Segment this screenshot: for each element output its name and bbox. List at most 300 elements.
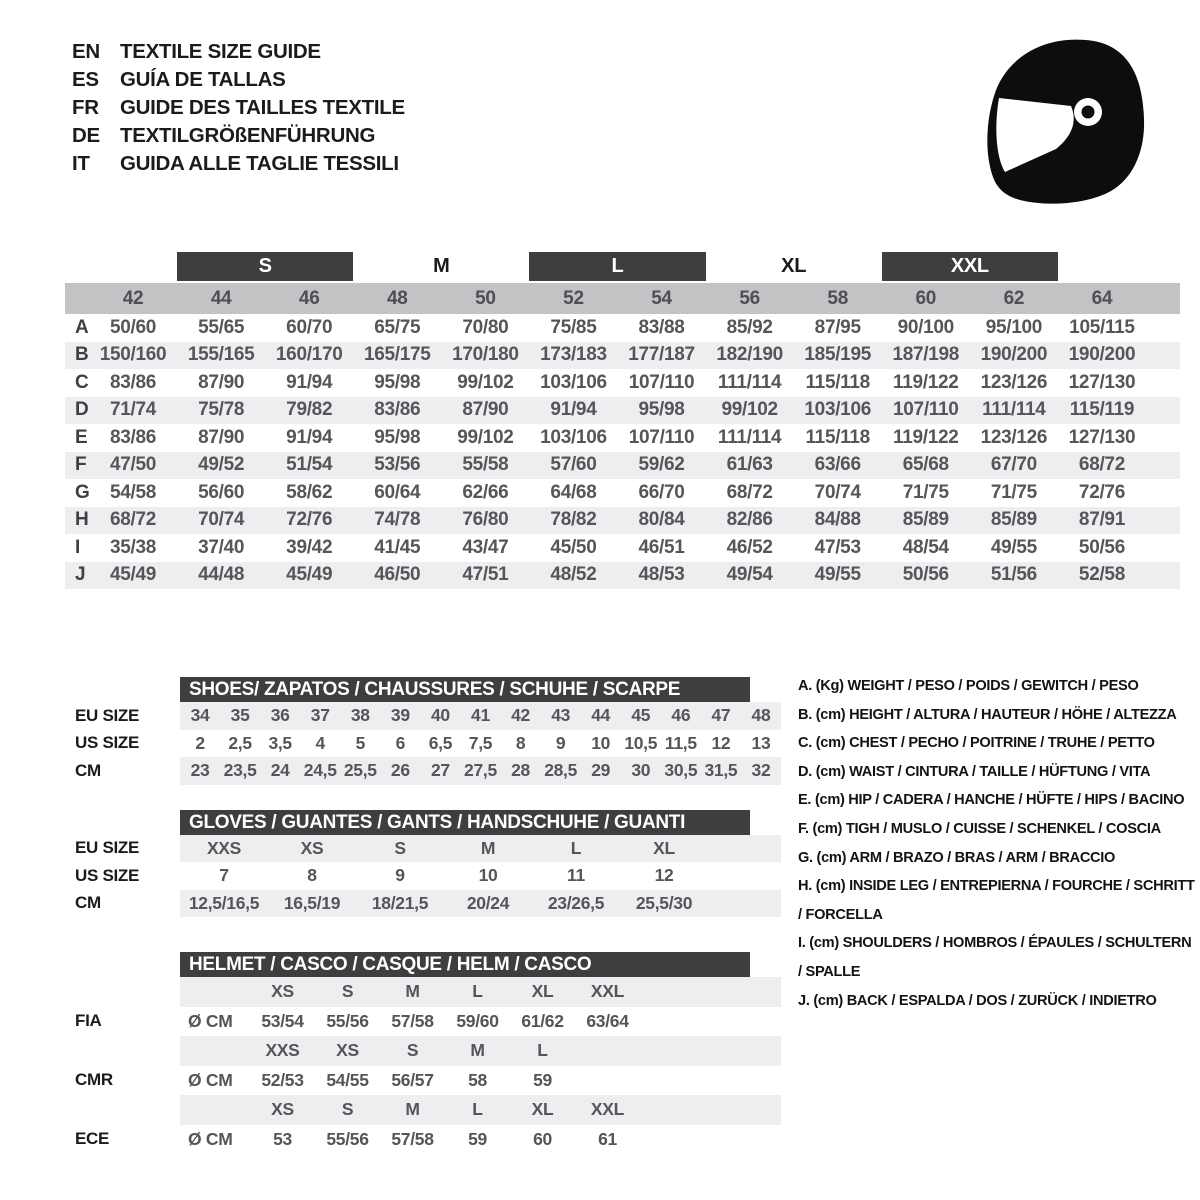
shoes-cm-values xyxy=(180,757,781,785)
gloves-cm-row xyxy=(75,890,785,918)
measurement-value: 68/72 xyxy=(110,509,157,531)
measurement-value: 95/98 xyxy=(638,399,685,421)
measurement-value: 46/50 xyxy=(374,564,421,586)
helmet-ece-sizes-row xyxy=(75,1095,785,1125)
diameter-unit: Ø CM xyxy=(188,1069,233,1090)
shoe-size-value: 38 xyxy=(350,705,370,726)
helmet-size-value: 63/64 xyxy=(586,1010,629,1031)
glove-size-value: 12 xyxy=(654,865,674,886)
shoe-size-value: 34 xyxy=(190,705,210,726)
helmet-size-label: L xyxy=(537,1040,548,1061)
shoe-size-value: 40 xyxy=(430,705,450,726)
measurement-value: 173/183 xyxy=(540,344,607,366)
shoe-size-value: 23,5 xyxy=(223,760,257,781)
measurement-value: 76/80 xyxy=(462,509,509,531)
helmet-size-label: XXL xyxy=(590,981,625,1002)
shoe-size-value: 28 xyxy=(511,760,530,781)
shoe-size-value: 43 xyxy=(551,705,571,726)
language-title-list xyxy=(72,38,405,178)
shoe-size-value: 27,5 xyxy=(464,760,497,781)
legend-item: H. (cm) INSIDE LEG / ENTREPIERNA / FOURCHE / SCHRITT / FORCELLA xyxy=(798,878,1195,923)
measurement-value: 68/72 xyxy=(1078,454,1125,476)
measurement-row-label: B xyxy=(75,344,89,366)
measurement-value: 47/53 xyxy=(814,536,861,558)
measurement-value: 56/60 xyxy=(198,481,245,503)
helmet-size-value: 58 xyxy=(468,1069,487,1090)
helmet-cmr-sizes xyxy=(180,1036,781,1066)
helmet-size-value: 53 xyxy=(273,1128,292,1149)
shoe-size-value: 42 xyxy=(511,705,530,726)
helmet-fia-values xyxy=(180,1007,781,1037)
measurement-value: 46/51 xyxy=(638,536,685,558)
measurement-row-label: I xyxy=(75,536,80,558)
measurement-value: 103/106 xyxy=(540,371,607,393)
glove-size-value: 25,5/30 xyxy=(635,892,693,913)
measurement-value: 127/130 xyxy=(1068,371,1136,393)
legend-item: I. (cm) SHOULDERS / HOMBROS / ÉPAULES / SCHULTERN / SPALLE xyxy=(798,935,1192,980)
measurement-value: 71/75 xyxy=(902,481,949,503)
measurement-value: 48/53 xyxy=(638,564,685,586)
measurement-value: 165/175 xyxy=(363,344,431,366)
measurement-value: 87/90 xyxy=(462,399,509,421)
measurement-value: 64/68 xyxy=(550,481,597,503)
measurement-value: 63/66 xyxy=(814,454,861,476)
measurement-value: 49/55 xyxy=(990,536,1037,558)
measurement-value: 74/78 xyxy=(374,509,421,531)
measurement-value: 70/74 xyxy=(814,481,861,503)
helmet-size-label: XXL xyxy=(590,1099,625,1120)
measurement-value: 107/110 xyxy=(893,399,959,421)
glove-size-value: XXS xyxy=(206,837,242,858)
measurement-value: 47/51 xyxy=(462,564,509,586)
measurement-value: 177/187 xyxy=(628,344,695,366)
measurement-row-label: A xyxy=(75,316,89,338)
measurement-row xyxy=(65,452,1180,480)
measurement-value: 41/45 xyxy=(374,536,421,558)
measurement-value: 187/198 xyxy=(892,344,960,366)
helmet-size-value: 59 xyxy=(468,1128,487,1149)
measurement-value: 71/74 xyxy=(110,399,157,421)
shoe-size-value: 7,5 xyxy=(468,732,493,753)
helmet-size-value: 56/57 xyxy=(391,1069,434,1090)
measurement-value: 85/92 xyxy=(726,316,773,338)
measurement-value: 84/88 xyxy=(814,509,861,531)
size-column-header: 52 xyxy=(563,287,584,309)
measurement-row xyxy=(65,562,1180,590)
shoe-size-value: 3,5 xyxy=(268,732,292,753)
shoe-size-value: 35 xyxy=(230,705,250,726)
glove-size-value: 16,5/19 xyxy=(283,892,341,913)
measurement-value: 37/40 xyxy=(198,536,245,558)
measurement-value: 107/110 xyxy=(628,371,695,393)
measurement-value: 44/48 xyxy=(198,564,245,586)
measurement-value: 50/60 xyxy=(110,316,157,338)
shoe-size-value: 23 xyxy=(190,760,210,781)
legend-item: A. (Kg) WEIGHT / PESO / POIDS / GEWITCH / PESO xyxy=(798,678,1139,694)
shoes-us-row xyxy=(75,730,785,758)
language-row xyxy=(72,38,405,66)
helmet-ece-sizes xyxy=(180,1095,781,1125)
shoe-size-value: 11,5 xyxy=(664,732,697,753)
shoe-size-value: 39 xyxy=(390,705,410,726)
measurement-value: 150/160 xyxy=(99,344,167,366)
glove-size-value: XS xyxy=(300,837,324,858)
shoe-size-value: 30,5 xyxy=(664,760,698,781)
measurement-value: 62/66 xyxy=(462,481,509,503)
legend-item: F. (cm) TIGH / MUSLO / CUISSE / SCHENKEL / COSCIA xyxy=(798,820,1161,837)
glove-size-value: L xyxy=(570,837,582,858)
language-guide-title: TEXTILGRÖßENFÜHRUNG xyxy=(120,124,376,147)
helmet-size-value: 59 xyxy=(533,1069,552,1090)
measurement-value: 90/100 xyxy=(897,316,954,338)
measurement-value: 65/75 xyxy=(374,316,421,338)
measurement-value: 185/195 xyxy=(804,344,871,366)
measurement-value: 82/86 xyxy=(726,509,773,531)
helmet-table xyxy=(75,952,785,1154)
measurement-value: 95/98 xyxy=(374,426,421,448)
helmet-size-value: 55/56 xyxy=(326,1128,369,1149)
accessory-size-tables xyxy=(75,677,785,1154)
helmet-cmr-values-row xyxy=(75,1066,785,1096)
shoe-size-value: 48 xyxy=(751,705,771,726)
shoe-size-value: 26 xyxy=(390,760,410,781)
size-group-header-row xyxy=(65,252,1180,281)
measurement-row-label: J xyxy=(75,564,86,586)
measurement-value: 111/114 xyxy=(717,371,782,393)
helmet-cmr-values xyxy=(180,1066,781,1096)
measurement-value: 103/106 xyxy=(804,399,871,421)
measurement-value: 87/90 xyxy=(198,426,245,448)
glove-size-value: 8 xyxy=(307,865,317,886)
measurement-value: 119/122 xyxy=(893,371,959,393)
measurement-value: 39/42 xyxy=(286,536,333,558)
gloves-eu-values xyxy=(180,835,781,863)
size-column-header: 64 xyxy=(1091,287,1113,309)
measurement-rows xyxy=(65,314,1180,589)
helmet-size-value: 53/54 xyxy=(261,1010,304,1031)
gloves-cm-values xyxy=(180,890,781,918)
measurement-value: 45/49 xyxy=(286,564,333,586)
measurement-value: 35/38 xyxy=(110,536,157,558)
diameter-unit: Ø CM xyxy=(188,1010,233,1031)
measurement-value: 72/76 xyxy=(286,509,333,531)
measurement-value: 91/94 xyxy=(286,426,333,448)
measurement-value: 99/102 xyxy=(457,426,514,448)
shoe-size-value: 28,5 xyxy=(544,760,578,781)
row-label: US SIZE xyxy=(75,865,140,885)
helmet-fia-sizes xyxy=(180,977,781,1007)
language-code: ES xyxy=(72,68,99,91)
helmet-ece-values-row xyxy=(75,1125,785,1155)
measurement-value: 55/58 xyxy=(462,454,509,476)
shoe-size-value: 30 xyxy=(631,760,651,781)
helmet-size-label: L xyxy=(472,1099,483,1120)
measurement-value: 182/190 xyxy=(716,344,783,366)
shoes-eu-values xyxy=(180,702,781,730)
shoes-table xyxy=(75,677,785,785)
helmet-size-label: S xyxy=(341,981,354,1002)
measurement-value: 48/52 xyxy=(550,564,597,586)
shoe-size-value: 41 xyxy=(471,705,490,726)
size-column-header: 58 xyxy=(827,287,848,309)
glove-size-value: 10 xyxy=(478,865,498,886)
shoe-size-value: 4 xyxy=(315,732,325,753)
shoe-size-value: 5 xyxy=(355,732,366,753)
measurement-value: 48/54 xyxy=(902,536,949,558)
helmet-size-value: 57/58 xyxy=(391,1010,434,1031)
helmet-size-value: 57/58 xyxy=(391,1128,434,1149)
helmet-size-label: XS xyxy=(271,981,294,1002)
row-label: EU SIZE xyxy=(75,705,140,725)
row-label: US SIZE xyxy=(75,733,140,753)
glove-size-value: 12,5/16,5 xyxy=(188,892,260,913)
measurement-value: 85/89 xyxy=(902,509,949,531)
glove-size-value: 9 xyxy=(395,865,405,886)
glove-size-value: 20/24 xyxy=(466,892,510,913)
size-column-header: 60 xyxy=(915,287,937,309)
measurement-value: 58/62 xyxy=(286,481,333,503)
measurement-value: 53/56 xyxy=(374,454,421,476)
measurement-value: 111/114 xyxy=(982,399,1046,421)
shoe-size-value: 29 xyxy=(591,760,611,781)
shoe-size-value: 8 xyxy=(515,732,526,753)
measurement-value: 107/110 xyxy=(628,426,695,448)
measurement-row xyxy=(65,342,1180,370)
measurement-value: 115/118 xyxy=(805,371,870,393)
measurement-value: 155/165 xyxy=(187,344,255,366)
language-code: IT xyxy=(72,152,90,175)
shoes-eu-row xyxy=(75,702,785,730)
language-row xyxy=(72,66,405,94)
size-group-s: S xyxy=(177,252,353,281)
helmet-size-label: S xyxy=(406,1040,419,1061)
helmet-size-value: 60 xyxy=(533,1128,552,1149)
shoe-size-value: 13 xyxy=(751,732,771,753)
shoe-size-value: 27 xyxy=(430,760,450,781)
size-column-header: 54 xyxy=(651,287,672,309)
measurement-value: 87/90 xyxy=(198,371,245,393)
language-row xyxy=(72,94,405,122)
diameter-unit: Ø CM xyxy=(188,1128,233,1149)
measurement-value: 43/47 xyxy=(462,536,509,558)
shoes-cm-row xyxy=(75,757,785,785)
measurement-value: 91/94 xyxy=(286,371,333,393)
helmet-size-label: M xyxy=(470,1040,485,1061)
helmet-size-label: M xyxy=(405,1099,420,1120)
measurement-row-label: G xyxy=(75,481,90,503)
measurement-row-label: C xyxy=(75,371,89,393)
measurement-value: 55/65 xyxy=(198,316,245,338)
measurement-value: 115/119 xyxy=(1069,399,1135,421)
standard-label: CMR xyxy=(75,1070,113,1090)
shoe-size-value: 6,5 xyxy=(428,732,453,753)
measurement-row xyxy=(65,397,1180,425)
shoe-size-value: 32 xyxy=(751,760,771,781)
shoe-size-value: 46 xyxy=(671,705,691,726)
measurement-value: 123/126 xyxy=(980,371,1048,393)
helmet-size-label: XS xyxy=(271,1099,294,1120)
measurement-value: 51/54 xyxy=(286,454,333,476)
shoe-size-value: 10,5 xyxy=(624,732,658,753)
textile-size-table xyxy=(65,252,1180,589)
measurement-value: 70/80 xyxy=(462,316,509,338)
shoe-size-value: 47 xyxy=(711,705,731,726)
measurement-value: 75/78 xyxy=(198,399,245,421)
measurement-value: 95/98 xyxy=(374,371,421,393)
measurement-row xyxy=(65,507,1180,535)
helmet-fia-values-row xyxy=(75,1007,785,1037)
measurement-value: 83/86 xyxy=(110,426,157,448)
row-label: CM xyxy=(75,893,101,913)
measurement-value: 49/54 xyxy=(726,564,773,586)
language-guide-title: TEXTILE SIZE GUIDE xyxy=(120,40,321,63)
measurement-value: 49/52 xyxy=(198,454,245,476)
row-label: EU SIZE xyxy=(75,838,140,858)
measurement-value: 68/72 xyxy=(726,481,773,503)
measurement-value: 99/102 xyxy=(457,371,514,393)
legend-item: G. (cm) ARM / BRAZO / BRAS / ARM / BRACCIO xyxy=(798,849,1116,866)
size-column-header: 50 xyxy=(475,287,496,309)
shoe-size-value: 24,5 xyxy=(303,760,337,781)
measurement-value: 75/85 xyxy=(550,316,597,338)
measurement-value: 72/76 xyxy=(1078,481,1125,503)
gloves-us-row xyxy=(75,862,785,890)
measurement-value: 83/86 xyxy=(374,399,421,421)
measurement-row-label: D xyxy=(75,399,89,421)
measurement-value: 71/75 xyxy=(990,481,1037,503)
measurement-value: 61/63 xyxy=(726,454,773,476)
shoe-size-value: 25,5 xyxy=(343,760,377,781)
measurement-value: 111/114 xyxy=(717,426,782,448)
measurement-row xyxy=(65,369,1180,397)
measurement-value: 190/200 xyxy=(980,344,1048,366)
helmet-size-value: 59/60 xyxy=(456,1010,499,1031)
racing-helmet-icon xyxy=(968,30,1163,218)
measurement-value: 67/70 xyxy=(990,454,1037,476)
helmet-cmr-sizes-row xyxy=(75,1036,785,1066)
helmet-size-value: 55/56 xyxy=(326,1010,369,1031)
measurement-row xyxy=(65,314,1180,342)
helmet-size-label: XXS xyxy=(265,1040,300,1061)
helmet-fia-sizes-row xyxy=(75,977,785,1007)
shoe-size-value: 2 xyxy=(195,732,205,753)
shoe-size-value: 31,5 xyxy=(704,760,738,781)
measurement-value: 57/60 xyxy=(550,454,597,476)
size-group-xxl: XXL xyxy=(882,252,1058,281)
glove-size-value: 18/21,5 xyxy=(371,892,429,913)
helmet-size-value: 54/55 xyxy=(326,1069,369,1090)
measurement-value: 66/70 xyxy=(638,481,685,503)
glove-size-value: 7 xyxy=(219,865,229,886)
size-column-header: 46 xyxy=(298,287,320,309)
shoe-size-value: 9 xyxy=(555,732,566,753)
language-row xyxy=(72,150,405,178)
measurement-row xyxy=(65,479,1180,507)
helmet-size-value: 61/62 xyxy=(521,1010,564,1031)
legend-item: E. (cm) HIP / CADERA / HANCHE / HÜFTE / HIPS / BACINO xyxy=(798,792,1185,809)
size-number-header-row xyxy=(65,283,1180,314)
measurement-value: 59/62 xyxy=(638,454,685,476)
measurement-value: 70/74 xyxy=(198,509,245,531)
gloves-table xyxy=(75,810,785,918)
language-guide-title: GUIDA ALLE TAGLIE TESSILI xyxy=(120,152,399,175)
glove-size-value: XL xyxy=(653,837,675,858)
size-column-header: 42 xyxy=(122,287,144,309)
shoe-size-value: 24 xyxy=(270,760,290,781)
measurement-row xyxy=(65,534,1180,562)
measurement-value: 46/52 xyxy=(726,536,773,558)
helmet-size-label: S xyxy=(341,1099,354,1120)
measurement-value: 103/106 xyxy=(540,426,607,448)
measurement-value: 99/102 xyxy=(721,399,778,421)
legend-item: J. (cm) BACK / ESPALDA / DOS / ZURÜCK / INDIETRO xyxy=(798,992,1157,1009)
measurement-value: 60/64 xyxy=(374,481,421,503)
measurement-value: 170/180 xyxy=(452,344,519,366)
measurement-value: 78/82 xyxy=(550,509,597,531)
legend-item: B. (cm) HEIGHT / ALTURA / HAUTEUR / HÖHE / ALTEZZA xyxy=(798,706,1177,723)
shoe-size-value: 2,5 xyxy=(228,732,252,753)
helmet-size-label: XL xyxy=(531,1099,554,1120)
measurement-row-label: F xyxy=(75,454,87,476)
shoe-size-value: 6 xyxy=(395,732,406,753)
shoe-size-value: 10 xyxy=(591,732,611,753)
measurement-value: 123/126 xyxy=(980,426,1048,448)
measurement-row-label: H xyxy=(75,509,89,531)
measurement-value: 50/56 xyxy=(902,564,949,586)
language-code: FR xyxy=(72,96,99,119)
helmet-size-label: XL xyxy=(531,981,554,1002)
size-group-xl: XL xyxy=(781,255,807,277)
measurement-legend xyxy=(798,672,1198,1015)
shoe-size-value: 44 xyxy=(591,705,611,726)
shoes-table-title: SHOES/ ZAPATOS / CHAUSSURES / SCHUHE / SCARPE xyxy=(180,677,750,702)
legend-item: C. (cm) CHEST / PECHO / POITRINE / TRUHE / PETTO xyxy=(798,735,1155,752)
measurement-value: 47/50 xyxy=(110,454,157,476)
measurement-value: 91/94 xyxy=(550,399,597,421)
standard-label: FIA xyxy=(75,1011,102,1031)
helmet-size-value: 52/53 xyxy=(261,1069,304,1090)
glove-size-value: M xyxy=(480,837,496,858)
measurement-value: 45/49 xyxy=(110,564,157,586)
helmet-ece-values xyxy=(180,1125,781,1155)
language-code: DE xyxy=(72,124,100,147)
measurement-value: 50/56 xyxy=(1078,536,1125,558)
gloves-us-values xyxy=(180,862,781,890)
measurement-value: 60/70 xyxy=(286,316,333,338)
measurement-value: 52/58 xyxy=(1078,564,1125,586)
helmet-size-label: M xyxy=(405,981,420,1002)
glove-size-value: 11 xyxy=(567,865,585,886)
size-column-header: 44 xyxy=(210,287,232,309)
row-label: CM xyxy=(75,760,101,780)
measurement-value: 160/170 xyxy=(275,344,343,366)
standard-label: ECE xyxy=(75,1129,110,1149)
measurement-row-label: E xyxy=(75,426,88,448)
gloves-table-title: GLOVES / GUANTES / GANTS / HANDSCHUHE / GUANTI xyxy=(180,810,750,835)
measurement-value: 127/130 xyxy=(1068,426,1136,448)
measurement-value: 65/68 xyxy=(902,454,949,476)
size-group-l: L xyxy=(529,252,705,281)
shoe-size-value: 12 xyxy=(711,732,731,753)
language-row xyxy=(72,122,405,150)
size-column-header: 48 xyxy=(387,287,408,309)
measurement-value: 83/88 xyxy=(638,316,685,338)
measurement-value: 87/95 xyxy=(814,316,861,338)
glove-size-value: 23/26,5 xyxy=(547,892,605,913)
helmet-size-label: L xyxy=(472,981,483,1002)
measurement-row xyxy=(65,424,1180,452)
measurement-value: 51/56 xyxy=(990,564,1037,586)
